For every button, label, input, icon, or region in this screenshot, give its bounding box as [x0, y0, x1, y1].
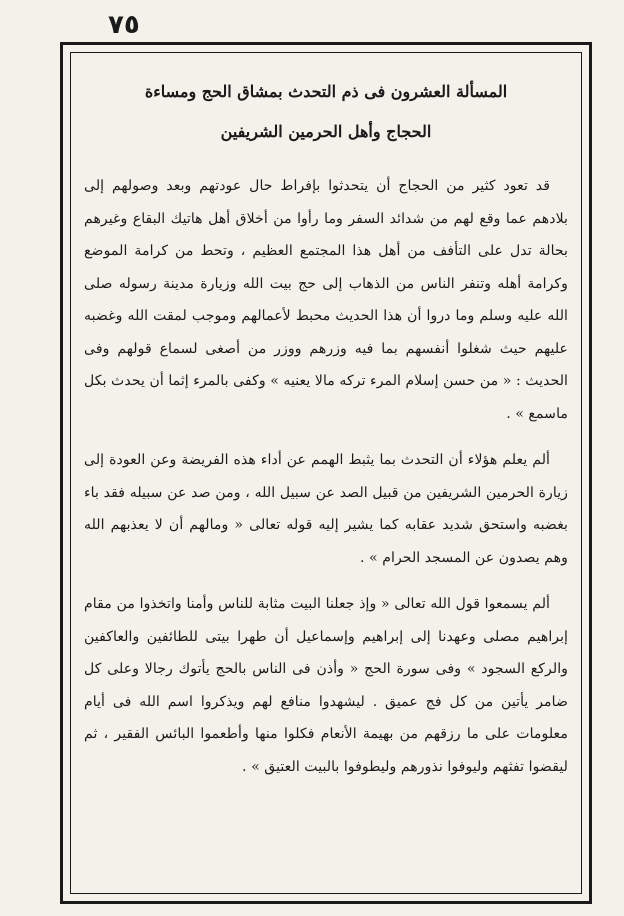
- page-content: [84, 72, 568, 797]
- paragraph-3: ألم يسمعوا قول الله تعالى « وإذ جعلنا البيت مثابة للناس وأمنا واتخذوا من مقام إبراهيم مصلى وعهدنا إلى إبراهيم وإسماعيل أن طهرا بيتى للطائفين والعاكفين والركع السجود » وفى سورة الحج « وأذن فى الناس بالحج يأتوك رجالا وعلى كل ضامر يأتين من كل فج عميق . ليشهدوا منافع لهم ويذكروا اسم الله فى أيام معلومات على ما رزقهم من بهيمة الأنعام فكلوا منها وأطعموا البائس الفقير ، ثم ليقضوا تفثهم وليوفوا نذورهم وليطوفوا بالبيت العتيق » .: [84, 596, 568, 775]
- section-title-line-2: الحجاج وأهل الحرمين الشريفين: [220, 122, 432, 141]
- paragraph-2: ألم يعلم هؤلاء أن التحدث بما يثبط الهمم عن أداء هذه الفريضة وعن العودة إلى زيارة الحرمين الشريفين من قبيل الصد عن سبيل الله ، ومن صد عن سبيله فقد باء بغضبه واستحق شديد عقابه كما يشير إليه قوله تعالى « ومالهم أن لا يعذبهم الله وهم يصدون عن المسجد الحرام » .: [84, 452, 568, 566]
- page-number: ٧٥: [108, 10, 140, 40]
- section-title: [84, 72, 568, 152]
- paragraph-1: قد تعود كثير من الحجاج أن يتحدثوا بإفراط حال عودتهم وبعد وصولهم إلى بلادهم عما وقع لهم من شدائد السفر وما رأوا من أخلاق أهل هاتيك البقاع وغيرهم بحالة تدل على التأفف من أهل هذا المجتمع العظيم ، وتحط من كرامة الموضع وكرامة أهله وتنفر الناس من الذهاب إلى حج بيت الله وزيارة مدينة رسوله صلى الله عليه وسلم وما دروا أن هذا الحديث محبط لأعمالهم وموجب لمقت الله وغضبه عليهم حيث شغلوا أنفسهم بما فيه وزرهم ووزر من أصغى لسماع قولهم وفى الحديث : « من حسن إسلام المرء تركه مالا يعنيه » وكفى بالمرء إثما أن يحدث بكل ماسمع » .: [84, 178, 568, 422]
- section-title-line-1: المسألة العشرون فى ذم التحدث بمشاق الحج ومساءة: [144, 82, 508, 101]
